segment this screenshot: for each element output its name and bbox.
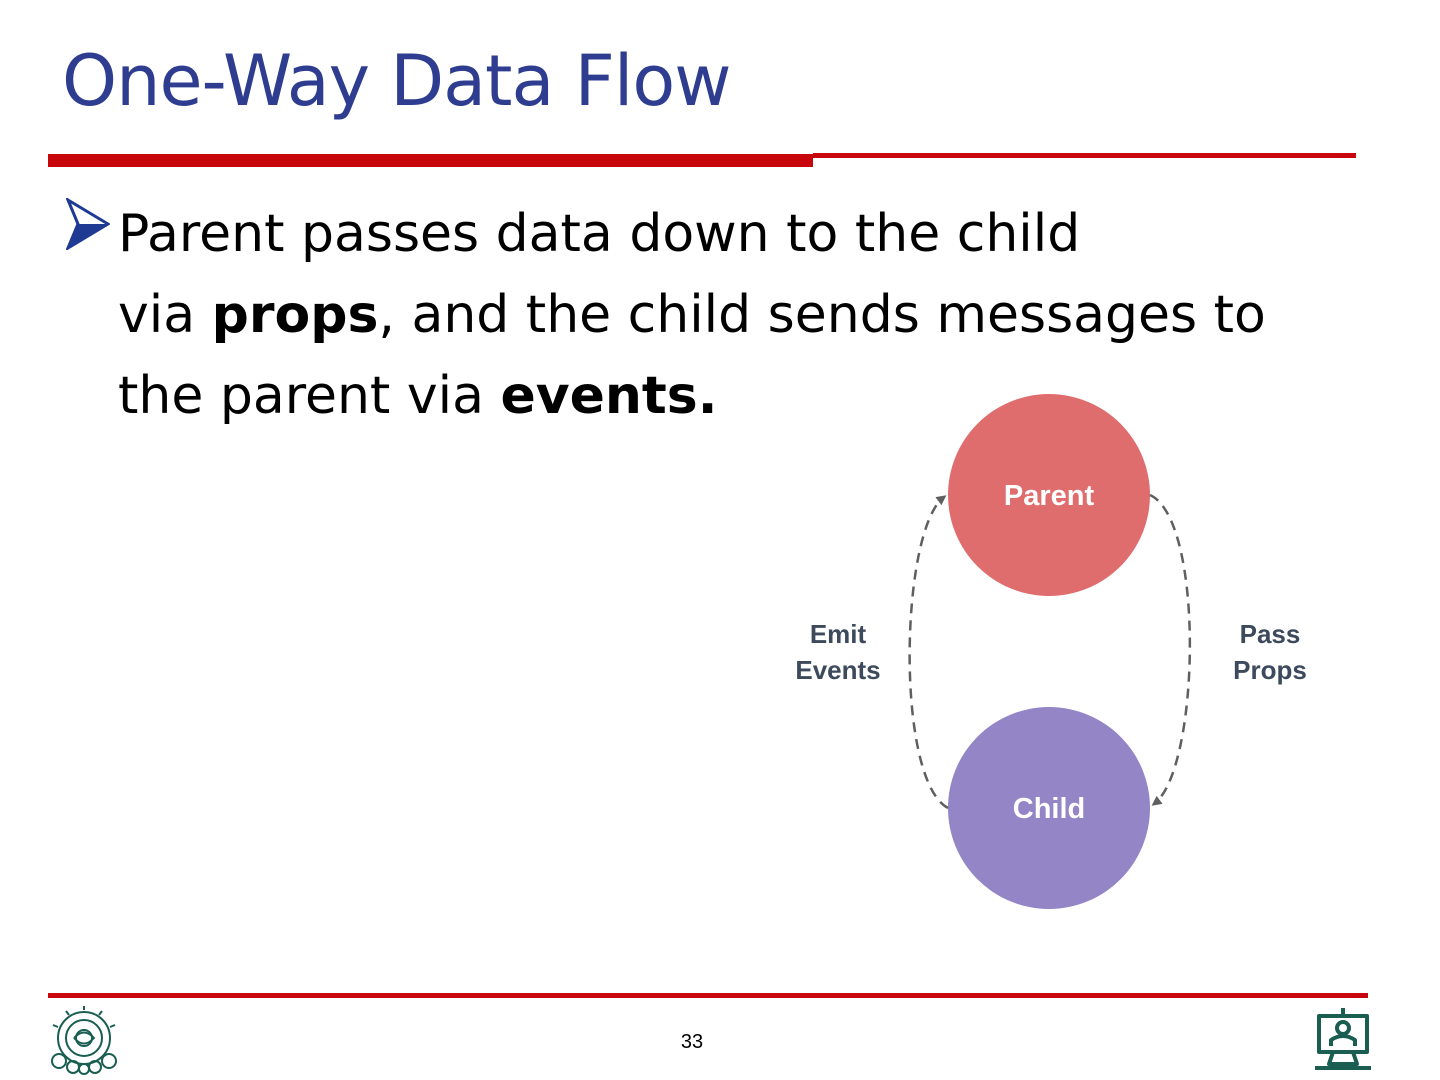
- department-logo-icon: [1309, 1004, 1377, 1074]
- bullet-line-2-post: , and the child sends messages to: [378, 285, 1266, 345]
- page-number: 33: [680, 1031, 704, 1053]
- title-underline-thin: [813, 153, 1356, 158]
- pass-label-line2: Props: [1233, 655, 1307, 685]
- bullet-line-1: Parent passes data down to the child: [118, 204, 1081, 264]
- data-flow-diagram: [760, 380, 1360, 920]
- footer-rule: [48, 993, 1368, 998]
- slide-title: One-Way Data Flow: [62, 40, 731, 122]
- keyword-props: props: [211, 285, 379, 345]
- title-underline-thick: [48, 154, 813, 167]
- pass-props-arrow: [1150, 495, 1190, 804]
- emit-label-line2: Events: [795, 655, 881, 685]
- emit-label-line1: Emit: [809, 619, 867, 649]
- bullet-arrow-icon: [66, 198, 110, 250]
- parent-node-label: Parent: [1003, 480, 1095, 512]
- keyword-events: events.: [500, 366, 718, 426]
- child-node-label: Child: [1012, 793, 1086, 825]
- emit-events-arrow: [910, 497, 948, 808]
- pass-label-line1: Pass: [1239, 619, 1301, 649]
- bullet-line-2-pre: via: [118, 285, 212, 345]
- bullet-line-3-pre: the parent via: [118, 366, 501, 426]
